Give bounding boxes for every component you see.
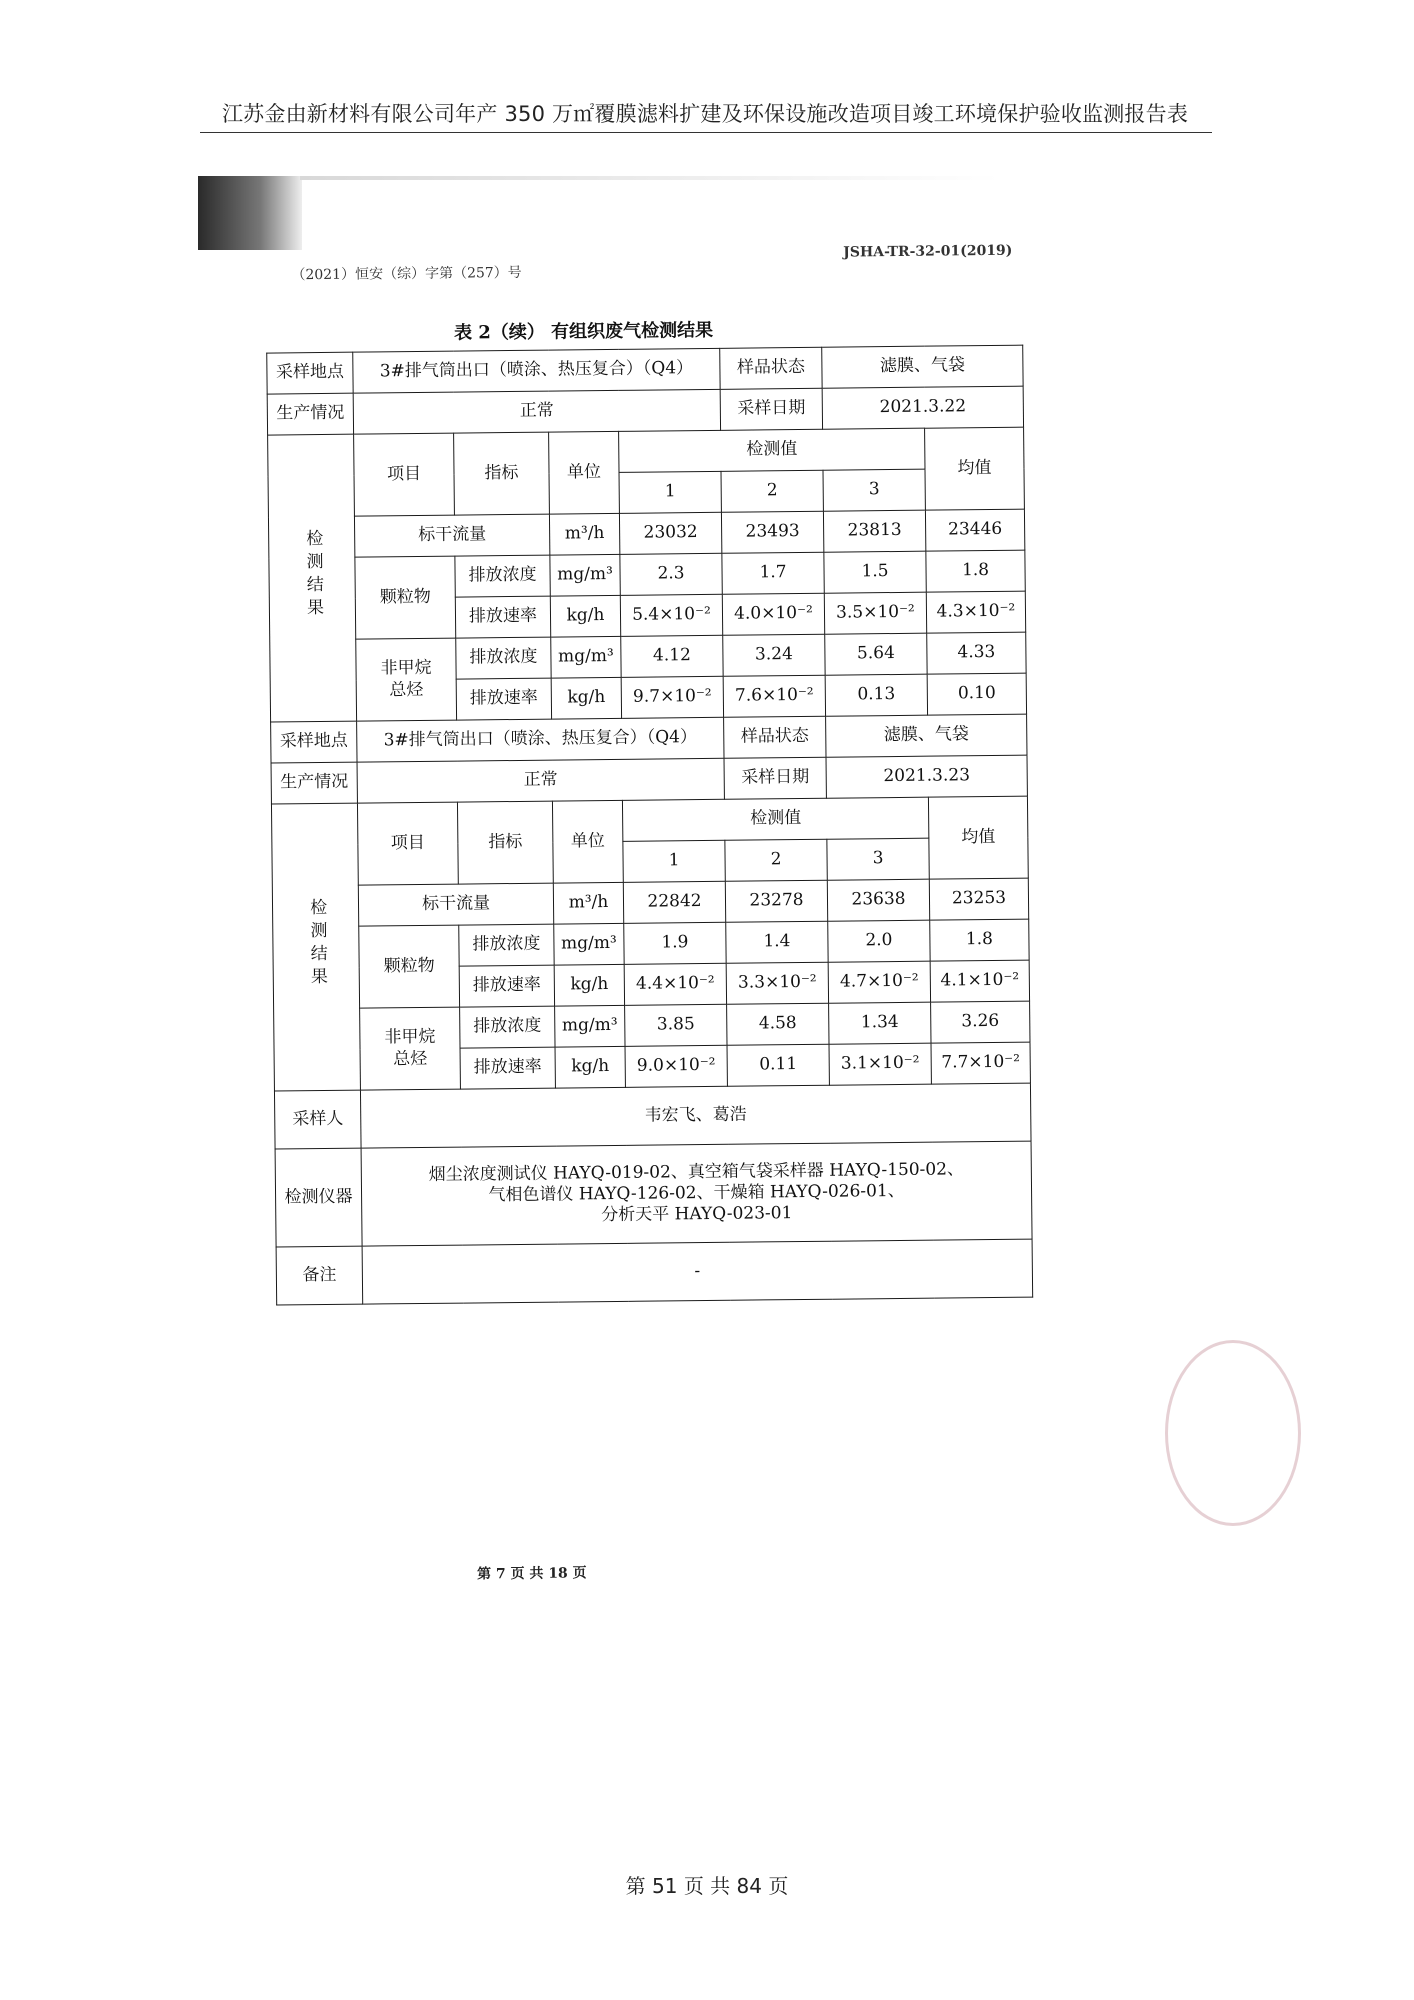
instrument-line-1: 烟尘浓度测试仪 HAYQ-019-02、真空箱气袋采样器 HAYQ-150-02、 — [428, 1158, 965, 1185]
production-value: 正常 — [353, 389, 720, 434]
measured-header: 检测值 — [619, 428, 925, 472]
nmhc-label: 非甲烷总烃 — [356, 638, 457, 721]
rate-label: 排放速率 — [460, 1047, 555, 1089]
instrument-label: 检测仪器 — [275, 1148, 362, 1247]
site-label: 采样地点 — [267, 352, 353, 394]
production-value: 正常 — [357, 758, 724, 803]
instrument-line-2: 气相色谱仪 HAYQ-126-02、干燥箱 HAYQ-026-01、 — [488, 1180, 905, 1206]
header-rule — [200, 132, 1212, 133]
sample-date-label: 采样日期 — [720, 388, 822, 430]
nmhc-rate-2: 7.6×10⁻² — [723, 675, 825, 717]
pm-conc-3: 1.5 — [824, 551, 926, 593]
unit-header: 单位 — [549, 431, 620, 514]
sample-date-value: 2021.3.22 — [822, 386, 1023, 429]
nmhc-rate-average: 7.7×10⁻² — [931, 1042, 1030, 1084]
sample-state-value: 滤膜、气袋 — [826, 714, 1027, 757]
measured-header: 检测值 — [622, 797, 928, 841]
flow-value-2: 23278 — [725, 880, 827, 922]
pm-conc-1: 2.3 — [620, 553, 722, 595]
nmhc-conc-3: 5.64 — [825, 633, 927, 675]
conc-unit: mg/m³ — [554, 923, 624, 965]
flow-value-1: 22842 — [623, 881, 725, 923]
flow-value-2: 23493 — [721, 511, 823, 553]
conc-label: 排放浓度 — [456, 637, 551, 679]
pm-rate-3: 4.7×10⁻² — [828, 961, 930, 1003]
sample-1-header: 1 — [623, 840, 725, 882]
flow-value-1: 23032 — [619, 512, 721, 554]
nmhc-rate-2: 0.11 — [727, 1044, 829, 1086]
results-label: 检测结果 — [268, 434, 357, 722]
std-flow-label: 标干流量 — [358, 883, 553, 926]
particulate-label: 颗粒物 — [355, 556, 456, 639]
nmhc-rate-average: 0.10 — [927, 673, 1026, 715]
nmhc-conc-2: 4.58 — [727, 1003, 829, 1045]
rate-unit: kg/h — [555, 1046, 625, 1088]
site-label: 采样地点 — [271, 721, 357, 763]
conc-label: 排放浓度 — [455, 555, 550, 597]
report-header-title: 江苏金由新材料有限公司年产 350 万㎡覆膜滤料扩建及环保设施改造项目竣工环境保护验收监测报告表 — [221, 102, 1189, 126]
sample-2-header: 2 — [721, 470, 823, 512]
nmhc-conc-average: 3.26 — [931, 1001, 1030, 1043]
nmhc-conc-3: 1.34 — [829, 1002, 931, 1044]
average-header: 均值 — [928, 796, 1028, 879]
sample-state-label: 样品状态 — [720, 347, 822, 389]
particulate-label: 颗粒物 — [359, 925, 460, 1008]
flow-value-3: 23638 — [827, 879, 929, 921]
pm-conc-3: 2.0 — [828, 920, 930, 962]
sampler-value: 韦宏飞、葛浩 — [360, 1083, 1031, 1148]
rate-unit: kg/h — [554, 964, 624, 1006]
average-header: 均值 — [925, 427, 1025, 510]
nmhc-conc-1: 3.85 — [625, 1004, 727, 1046]
site-value: 3#排气筒出口（喷涂、热压复合）（Q4） — [353, 348, 720, 393]
flow-unit: m³/h — [553, 882, 623, 924]
seal-stamp-fragment — [1165, 1340, 1301, 1526]
sample-2-header: 2 — [725, 839, 827, 881]
flow-value-3: 23813 — [823, 510, 925, 552]
rate-unit: kg/h — [551, 677, 621, 719]
remarks-label: 备注 — [276, 1246, 363, 1305]
unit-header: 单位 — [552, 800, 623, 883]
sampler-row — [274, 1083, 1031, 1149]
pm-conc-average: 1.8 — [930, 919, 1029, 961]
rate-unit: kg/h — [550, 595, 620, 637]
pm-rate-2: 4.0×10⁻² — [722, 593, 824, 635]
production-label: 生产情况 — [267, 393, 353, 435]
instrument-list — [361, 1141, 1032, 1246]
pm-rate-1: 4.4×10⁻² — [624, 963, 726, 1005]
pm-rate-2: 3.3×10⁻² — [726, 962, 828, 1004]
page-number: 第 51 页 共 84 页 — [625, 1874, 789, 1898]
sample-state-label: 样品状态 — [724, 716, 826, 758]
sampler-label: 采样人 — [274, 1090, 361, 1149]
flow-average: 23253 — [929, 878, 1028, 920]
nmhc-label: 非甲烷总烃 — [360, 1007, 461, 1090]
nmhc-rate-1: 9.7×10⁻² — [621, 676, 723, 718]
pm-conc-2: 1.7 — [722, 552, 824, 594]
remarks-row — [276, 1239, 1033, 1305]
conc-unit: mg/m³ — [551, 636, 621, 678]
emission-results-table — [266, 345, 1033, 1306]
pm-rate-average: 4.1×10⁻² — [930, 960, 1029, 1002]
rate-label: 排放速率 — [459, 965, 554, 1007]
results-label: 检测结果 — [271, 803, 360, 1091]
pm-conc-2: 1.4 — [726, 921, 828, 963]
sample-date-value: 2021.3.23 — [826, 755, 1027, 798]
pm-conc-average: 1.8 — [926, 550, 1025, 592]
site-value: 3#排气筒出口（喷涂、热压复合）（Q4） — [357, 717, 724, 762]
conc-label: 排放浓度 — [460, 1006, 555, 1048]
nmhc-conc-2: 3.24 — [723, 634, 825, 676]
sample-3-header: 3 — [827, 838, 929, 880]
instrument-line-3: 分析天平 HAYQ-023-01 — [601, 1203, 793, 1226]
flow-average: 23446 — [925, 509, 1024, 551]
indicator-header: 指标 — [454, 432, 550, 515]
pm-rate-1: 5.4×10⁻² — [620, 594, 722, 636]
item-header: 项目 — [357, 802, 458, 885]
sample-1-header: 1 — [619, 471, 721, 513]
table-title: 表 2（续） 有组织废气检测结果 — [453, 319, 714, 344]
remarks-value: - — [362, 1239, 1033, 1304]
scanned-page-number: 第 7 页 共 18 页 — [476, 1565, 587, 1583]
item-header: 项目 — [354, 433, 455, 516]
nmhc-rate-3: 3.1×10⁻² — [829, 1043, 931, 1085]
nmhc-conc-1: 4.12 — [621, 635, 723, 677]
pm-rate-3: 3.5×10⁻² — [824, 592, 926, 634]
production-label: 生产情况 — [271, 762, 357, 804]
nmhc-rate-1: 9.0×10⁻² — [625, 1045, 727, 1087]
document-reference-number: （2021）恒安（综）字第（257）号 — [291, 264, 522, 284]
rate-label: 排放速率 — [455, 596, 550, 638]
scanned-page — [192, 171, 1219, 1632]
form-code: JSHA-TR-32-01(2019) — [843, 242, 1013, 261]
pm-conc-1: 1.9 — [624, 922, 726, 964]
instrument-row — [275, 1141, 1032, 1247]
std-flow-label: 标干流量 — [354, 514, 549, 557]
rate-label: 排放速率 — [456, 678, 551, 720]
indicator-header: 指标 — [457, 801, 553, 884]
sample-3-header: 3 — [823, 469, 925, 511]
sample-date-label: 采样日期 — [724, 757, 826, 799]
sample-state-value: 滤膜、气袋 — [822, 345, 1023, 388]
flow-unit: m³/h — [549, 513, 619, 555]
nmhc-conc-average: 4.33 — [927, 632, 1026, 674]
conc-unit: mg/m³ — [550, 554, 620, 596]
pm-rate-average: 4.3×10⁻² — [926, 591, 1025, 633]
nmhc-rate-3: 0.13 — [825, 674, 927, 716]
conc-unit: mg/m³ — [555, 1005, 625, 1047]
conc-label: 排放浓度 — [459, 924, 554, 966]
